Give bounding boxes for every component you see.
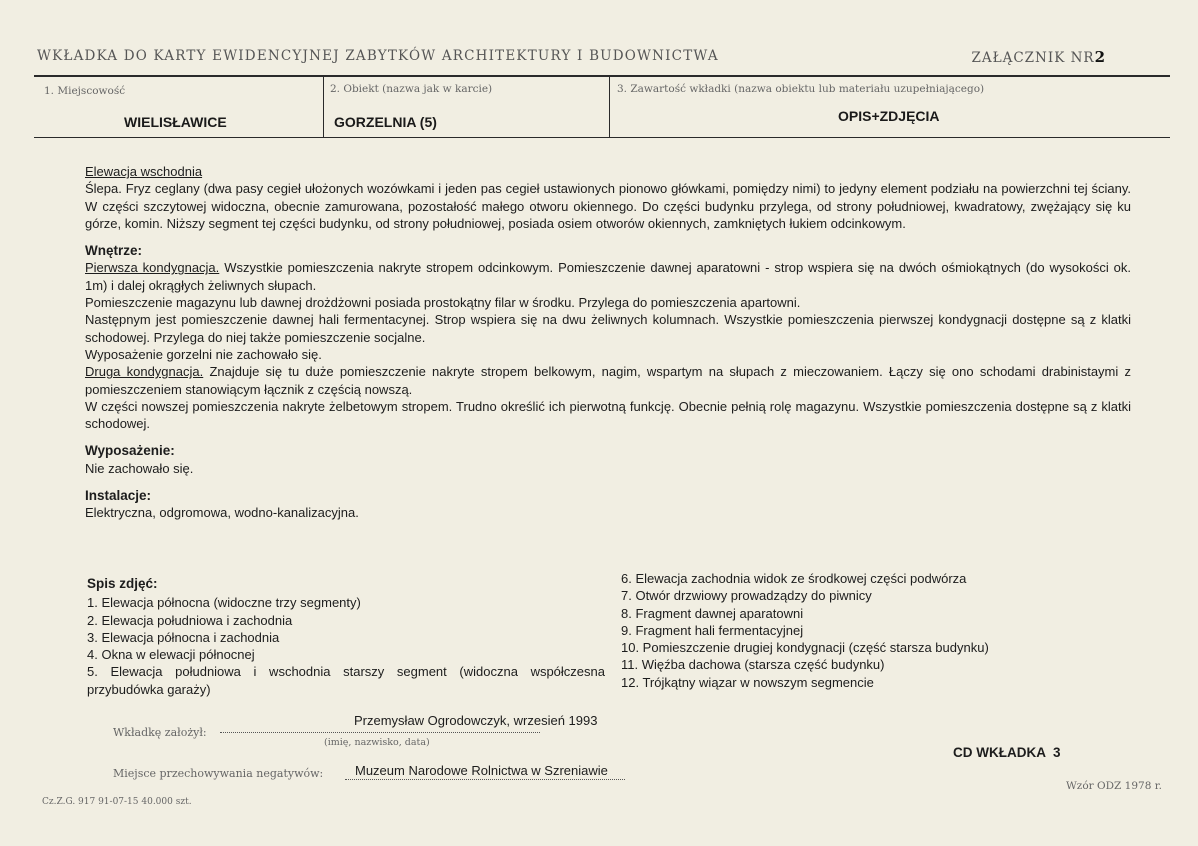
field-divider-2 [609,76,610,137]
floor1-text: Wszystkie pomieszczenia nakryte stropem odcinkowym. Pomieszczenie dawnej aparatowni - strop wspiera się na dwóch ośmiokątnych (do wysokości ok. 1m) i dalej okrągłych żeliwnych słupach. [85,260,1131,293]
attachment-label [971,48,1106,66]
photo-item: 3. Elewacja północna i zachodnia [87,629,280,645]
photo-list-heading: Spis zdjęć: [87,576,158,591]
object-label: 2. Obiekt (nazwa jak w karcie) [330,83,493,95]
author-value: Przemysław Ogrodowczyk, wrzesień 1993 [354,713,598,728]
contents-value: OPIS+ZDJĘCIA [838,108,940,124]
equipment-text: Nie zachowało się. [85,460,194,476]
cd-label: CD WKŁADKA 3 [953,745,1061,760]
floor1-paragraph [85,259,1131,294]
header-rule [34,75,1170,77]
print-code: Cz.Z.G. 917 91-07-15 40.000 szt. [42,797,192,807]
install-heading: Instalacje: [85,488,152,504]
form-title: WKŁADKA DO KARTY EWIDENCYJNEJ ZABYTKÓW ARCHITEKTURY I BUDOWNICTWA [37,48,719,64]
author-hint: (imię, nazwisko, data) [324,737,430,748]
attachment-number: 2 [1094,48,1106,66]
photo-list-right [621,570,1041,691]
equipment-note: Wyposażenie gorzelni nie zachowało się. [85,346,322,362]
author-line [220,731,540,733]
locality-label: 1. Miejscowość [44,85,126,97]
storage-label: Miejsce przechowywania negatywów: [113,767,324,780]
ferment-text: Następnym jest pomieszczenie dawnej hali fermentacynej. Strop wspiera się na dwu żeliwnych kolumnach. Wszystkie pomieszczenia pierwszej kondygnacji dostępne są z klatki schodowej. Przylega do niej także pomieszczenie socjalne. [85,312,1131,345]
photo-list-left [87,575,605,698]
floor2-paragraph [85,363,1131,398]
photo-item: 1. Elewacja północna (widoczne trzy segmenty) [87,595,361,611]
photo-item: 2. Elewacja południowa i zachodnia [87,612,293,628]
floor2-heading: Druga kondygnacja. [85,364,204,380]
photo-item: 8. Fragment dawnej aparatowni [621,605,804,621]
newer-text: W części nowszej pomieszczenia nakryte żelbetowym stropem. Trudno określić ich pierwotną funkcję. Obecnie pełnią rolę magazynu. Wszystkie pomieszczenia dostępne są z klatki schodowej. [85,398,1131,432]
locality-value: WIELISŁAWICE [124,114,227,130]
storage-text: Pomieszczenie magazynu lub dawnej drożdżowni posiada prostokątny filar w środku. Przylega do pomieszczenia apartowni. [85,295,801,311]
photo-item: 11. Więźba dachowa (starsza część budynku) [621,657,885,673]
floor1-heading: Pierwsza kondygnacja. [85,260,220,276]
photo-item: 7. Otwór drzwiowy prowadządzy do piwnicy [621,588,872,604]
field-box-bottom-rule [34,137,1170,138]
attachment-label-text: ZAŁĄCZNIK NR [971,50,1095,66]
east-heading: Elewacja wschodnia [85,164,203,179]
install-text: Elektryczna, odgromowa, wodno-kanalizacyjna. [85,505,359,521]
description-body [85,163,1131,522]
photo-item: 12. Trójkątny wiązar w nowszym segmencie [621,674,874,690]
author-label: Wkładkę założył: [113,726,207,739]
photo-item: 9. Fragment hali fermentacyjnej [621,622,804,638]
storage-value: Muzeum Narodowe Rolnictwa w Szreniawie [355,763,608,778]
interior-heading: Wnętrze: [85,243,142,259]
form-code: Wzór ODZ 1978 r. [1066,780,1162,792]
field-divider-1 [323,76,324,137]
east-text: Ślepa. Fryz ceglany (dwa pasy cegieł ułożonych wozówkami i jeden pas cegieł ustawionych pionowo główkami, pomiędzy nimi) to jedyny element podziału na powierzchni tej ściany. W części szczytowej widoczna, obecnie zamurowana, pozostałość małego otworu okiennego. Do części budynku przylega, od strony południowej, kwadratowy, zwężający się ku górze, komin. Niższy segment tej części budynku, od strony południowej, posiada osiem otworów okiennych, zamkniętych łukiem odcinkowym. [85,181,1131,231]
equipment-heading: Wyposażenie: [85,443,175,459]
photo-item: 10. Pomieszczenie drugiej kondygnacji (część starsza budynku) [621,640,989,656]
photo-item: 5. Elewacja południowa i wschodnia starszy segment (widoczna współczesna przybudówka garaży) [87,664,605,697]
contents-label: 3. Zawartość wkładki (nazwa obiektu lub materiału uzupełniającego) [617,83,985,95]
photo-item: 6. Elewacja zachodnia widok ze środkowej części podwórza [621,571,967,586]
storage-line [345,778,625,780]
photo-item: 4. Okna w elewacji północnej [87,647,255,663]
object-value: GORZELNIA (5) [334,114,437,130]
floor2-text: Znajduje się tu duże pomieszczenie nakryte stropem belkowym, nagim, wspartym na słupach z mieczowaniem. Łączy się ono schodami drabinistaymi z pomieszczeniem stanowiącym łącznik z częścią nowszą. [85,364,1131,397]
